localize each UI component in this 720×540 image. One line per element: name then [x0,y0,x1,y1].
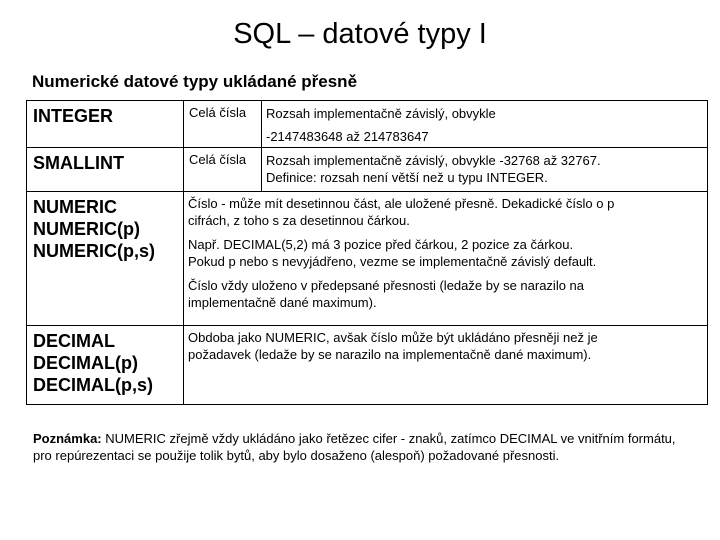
type-name: NUMERIC(p,s) [33,241,155,261]
type-category: Celá čísla [184,148,262,192]
data-types-table [26,100,708,405]
type-description [262,101,708,148]
footnote-text: NUMERIC zřejmě vždy ukládáno jako řetězec cifer - znaků, zatímco DECIMAL ve vnitřním formátu, pro repúrezentaci se použije tolik bytů, aby bylo dosaženo (alespoň) požadované přesnosti. [33,431,676,463]
table-row-smallint [27,148,708,192]
table-row-numeric [27,192,708,326]
type-description [262,148,708,192]
slide-title: SQL – datové typy I [233,18,487,50]
description-line: Obdoba jako NUMERIC, avšak číslo může být ukládáno přesněji než je [188,330,598,345]
footnote [33,430,693,464]
type-description [184,326,708,405]
description-line: požadavek (ledaže by se narazilo na implementačně dané maximum). [188,347,592,362]
type-name: SMALLINT [33,153,124,173]
description-line: Pokud p nebo s nevyjádřeno, vezme se implementačně závislý default. [188,254,597,269]
slide-subtitle: Numerické datové typy ukládané přesně [32,72,358,91]
type-name-cell [27,101,184,148]
type-name-cell [27,148,184,192]
type-name: DECIMAL(p) [33,353,138,373]
type-name: NUMERIC [33,197,117,217]
description-line: cifrách, z toho s za desetinnou čárkou. [188,213,410,228]
footnote-label: Poznámka: [33,431,102,446]
table-row-decimal [27,326,708,405]
type-name: DECIMAL(p,s) [33,375,153,395]
type-name: INTEGER [33,106,114,126]
table-row-integer [27,101,708,148]
description-line: Číslo - může mít desetinnou část, ale uložené přesně. Dekadické číslo o p [188,196,615,211]
description-line: Číslo vždy uloženo v předepsané přesnosti (ledaže by se narazilo na [188,278,585,293]
type-name-cell [27,326,184,405]
type-description [184,192,708,326]
description-line: Rozsah implementačně závislý, obvykle -32768 až 32767. [266,153,601,168]
type-category: Celá čísla [184,101,262,148]
type-name: NUMERIC(p) [33,219,140,239]
type-name: DECIMAL [33,331,115,351]
description-line: Definice: rozsah není větší než u typu INTEGER. [266,170,548,185]
description-line: implementačně dané maximum). [188,295,377,310]
type-name-cell [27,192,184,326]
description-line: Např. DECIMAL(5,2) má 3 pozice před čárkou, 2 pozice za čárkou. [188,237,574,252]
description-line: Rozsah implementačně závislý, obvykle [266,106,496,121]
description-line: -2147483648 až 214783647 [266,129,429,144]
